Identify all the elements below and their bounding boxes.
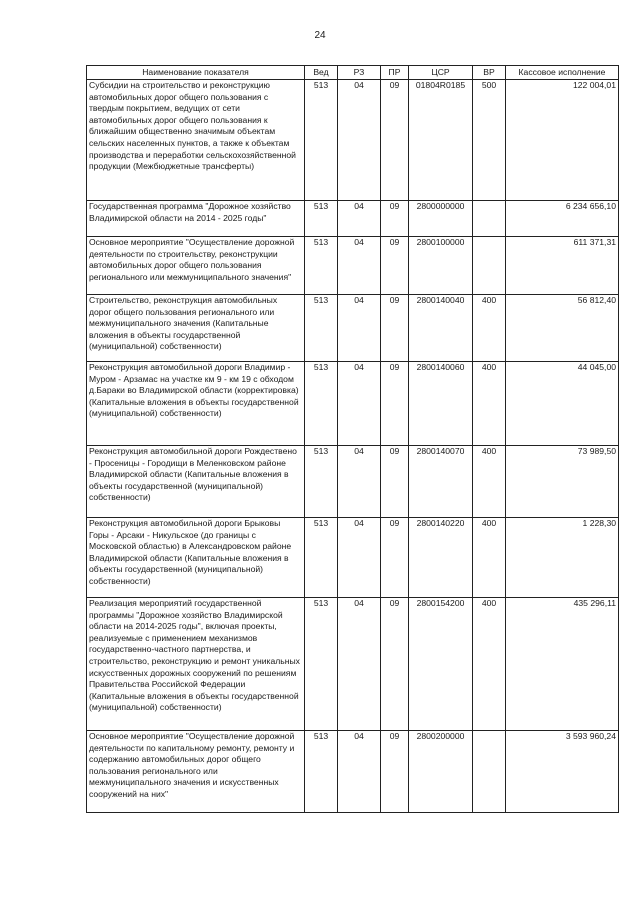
rz-code: 04 <box>338 446 381 518</box>
ved-code: 513 <box>305 518 338 598</box>
vr-code: 400 <box>473 446 506 518</box>
pr-code: 09 <box>381 446 409 518</box>
indicator-name: Государственная программа "Дорожное хозяйство Владимирской области на 2014 - 2025 годы" <box>87 201 305 237</box>
ved-code: 513 <box>305 362 338 446</box>
csr-code: 2800140220 <box>409 518 473 598</box>
cash-execution-amount: 122 004,01 <box>506 80 619 201</box>
vr-code: 400 <box>473 295 506 362</box>
vr-code <box>473 237 506 295</box>
table-row <box>87 295 619 362</box>
table-row <box>87 731 619 813</box>
ved-code: 513 <box>305 237 338 295</box>
indicator-name: Основное мероприятие "Осуществление дорожной деятельности по капитальному ремонту, ремонту и содержанию автомобильных дорог общего пользования регионального или межмуниципального значения и искусственных сооружений на них" <box>87 731 305 813</box>
header-ved: Вед <box>305 66 338 80</box>
indicator-name: Строительство, реконструкция автомобильных дорог общего пользования регионального или межмуниципального значения (Капитальные вложения в объекты государственной (муниципальной) собственности) <box>87 295 305 362</box>
csr-code: 01804R0185 <box>409 80 473 201</box>
rz-code: 04 <box>338 598 381 731</box>
pr-code: 09 <box>381 518 409 598</box>
header-pr: ПР <box>381 66 409 80</box>
pr-code: 09 <box>381 295 409 362</box>
cash-execution-amount: 1 228,30 <box>506 518 619 598</box>
pr-code: 09 <box>381 598 409 731</box>
csr-code: 2800000000 <box>409 201 473 237</box>
table-row <box>87 446 619 518</box>
csr-code: 2800154200 <box>409 598 473 731</box>
csr-code: 2800140040 <box>409 295 473 362</box>
rz-code: 04 <box>338 237 381 295</box>
page-number: 24 <box>314 30 326 41</box>
header-amount: Кассовое исполнение <box>506 66 619 80</box>
indicator-name: Реконструкция автомобильной дороги Рождествено - Просеницы - Городищи в Меленковском районе Владимирской области (Капитальные вложения в объекты государственной (муниципальной) собственности) <box>87 446 305 518</box>
vr-code: 400 <box>473 362 506 446</box>
cash-execution-amount: 6 234 656,10 <box>506 201 619 237</box>
rz-code: 04 <box>338 362 381 446</box>
header-rz: РЗ <box>338 66 381 80</box>
indicator-name: Субсидии на строительство и реконструкцию автомобильных дорог общего пользования с твердым покрытием, ведущих от сети автомобильных дорог общего пользования к ближайшим общественно значимым объектам сельских населенных пунктов, а также к объектам производства и переработки сельскохозяйственной продукции (Межбюджетные трансферты) <box>87 80 305 201</box>
rz-code: 04 <box>338 80 381 201</box>
ved-code: 513 <box>305 80 338 201</box>
vr-code <box>473 731 506 813</box>
indicator-name: Реконструкция автомобильной дороги Владимир - Муром - Арзамас на участке км 9 - км 19 с обходом д.Бараки во Владимирской области (корректировка) (Капитальные вложения в объекты государственной (муниципальной) собственности) <box>87 362 305 446</box>
table-row <box>87 598 619 731</box>
header-csr: ЦСР <box>409 66 473 80</box>
table-row <box>87 80 619 201</box>
cash-execution-amount: 611 371,31 <box>506 237 619 295</box>
rz-code: 04 <box>338 201 381 237</box>
ved-code: 513 <box>305 201 338 237</box>
table-header-row <box>87 66 619 80</box>
rz-code: 04 <box>338 731 381 813</box>
table-row <box>87 237 619 295</box>
header-vr: ВР <box>473 66 506 80</box>
pr-code: 09 <box>381 731 409 813</box>
csr-code: 2800100000 <box>409 237 473 295</box>
pr-code: 09 <box>381 201 409 237</box>
table-row <box>87 362 619 446</box>
cash-execution-amount: 73 989,50 <box>506 446 619 518</box>
budget-execution-table <box>86 65 619 813</box>
table-row <box>87 518 619 598</box>
ved-code: 513 <box>305 598 338 731</box>
csr-code: 2800140060 <box>409 362 473 446</box>
pr-code: 09 <box>381 237 409 295</box>
indicator-name: Основное мероприятие "Осуществление дорожной деятельности по строительству, реконструкции автомобильных дорог общего пользования регионального или межмуниципального значения" <box>87 237 305 295</box>
rz-code: 04 <box>338 295 381 362</box>
indicator-name: Реконструкция автомобильной дороги Брыковы Горы - Арсаки - Никульское (до границы с Московской областью) в Александровском районе Владимирской области (Капитальные вложения в объекты государственной (муниципальной) собственности) <box>87 518 305 598</box>
vr-code: 400 <box>473 598 506 731</box>
header-name: Наименование показателя <box>87 66 305 80</box>
pr-code: 09 <box>381 80 409 201</box>
cash-execution-amount: 435 296,11 <box>506 598 619 731</box>
ved-code: 513 <box>305 731 338 813</box>
csr-code: 2800200000 <box>409 731 473 813</box>
cash-execution-amount: 44 045,00 <box>506 362 619 446</box>
indicator-name: Реализация мероприятий государственной программы "Дорожное хозяйство Владимирской области на 2014-2025 годы", включая проекты, реализуемые с применением механизмов государственно-частного партнерства, и строительство, реконструкцию и ремонт уникальных искусственных дорожных сооружений по решениям Правительства Российской Федерации (Капитальные вложения в объекты государственной (муниципальной) собственности) <box>87 598 305 731</box>
pr-code: 09 <box>381 362 409 446</box>
table-row <box>87 201 619 237</box>
ved-code: 513 <box>305 295 338 362</box>
vr-code: 500 <box>473 80 506 201</box>
csr-code: 2800140070 <box>409 446 473 518</box>
rz-code: 04 <box>338 518 381 598</box>
vr-code <box>473 201 506 237</box>
vr-code: 400 <box>473 518 506 598</box>
cash-execution-amount: 56 812,40 <box>506 295 619 362</box>
ved-code: 513 <box>305 446 338 518</box>
cash-execution-amount: 3 593 960,24 <box>506 731 619 813</box>
